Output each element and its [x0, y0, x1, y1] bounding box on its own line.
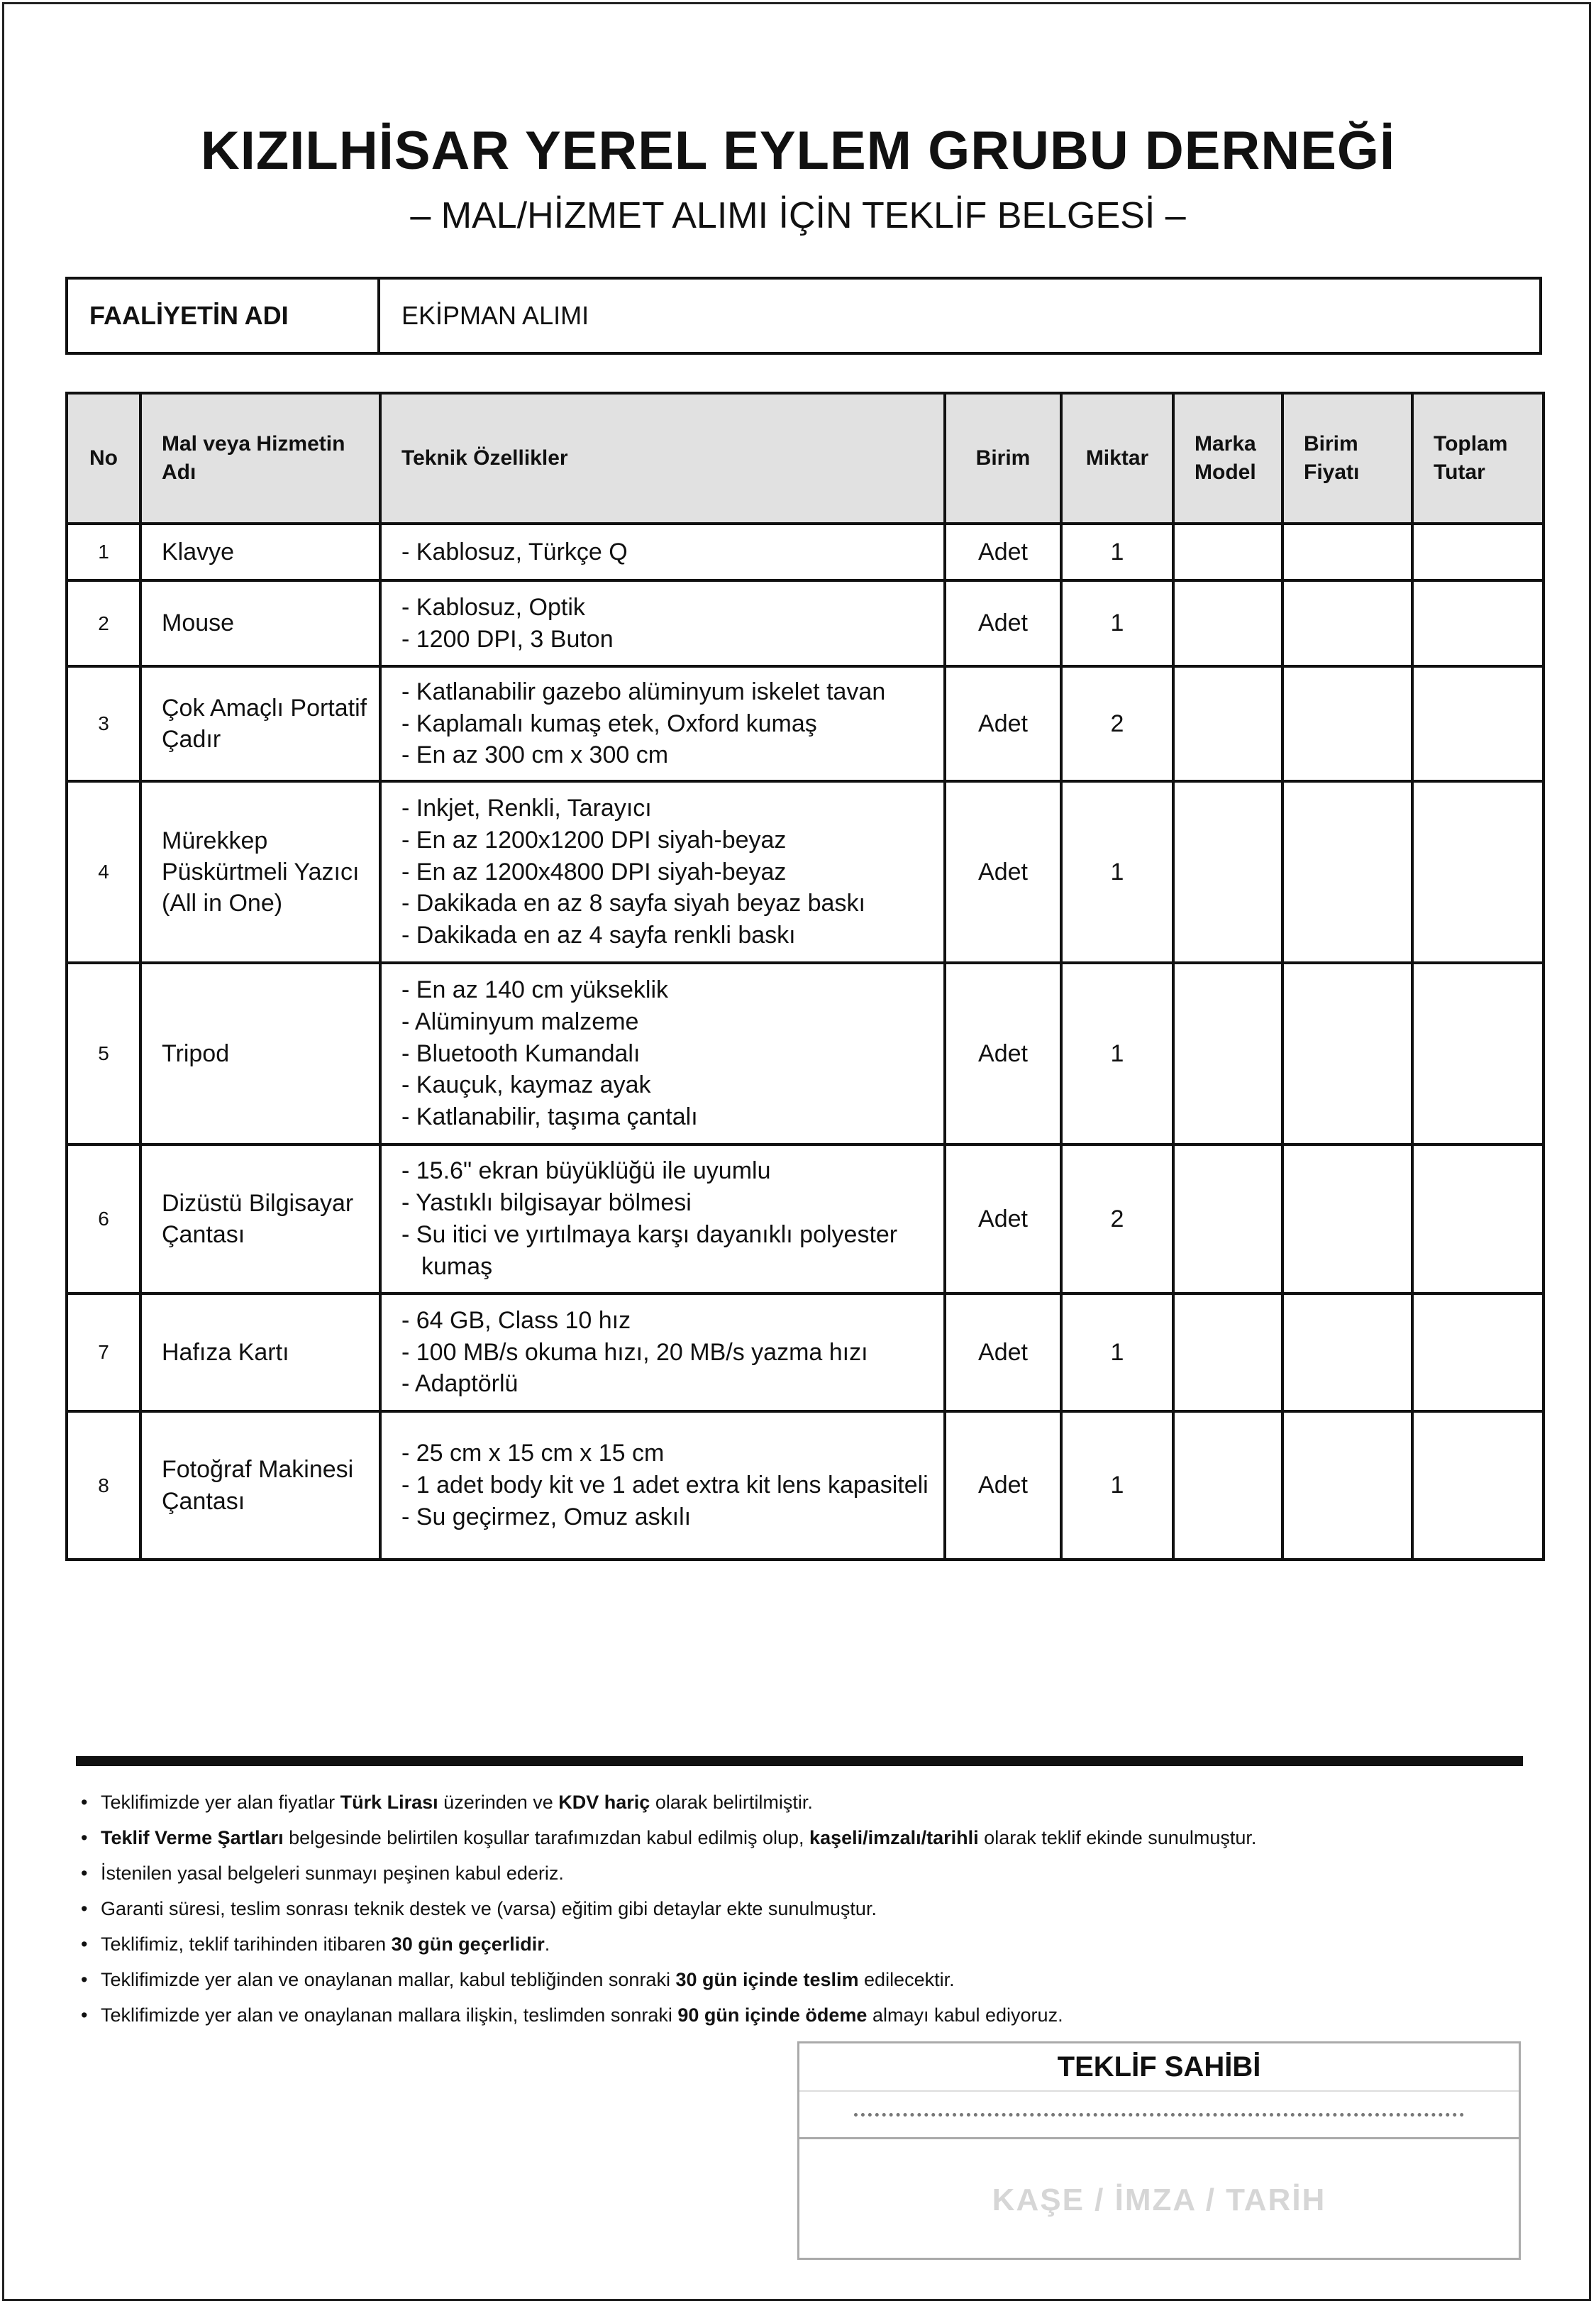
total-amount-cell[interactable]: [1412, 580, 1544, 666]
item-spec: [380, 524, 945, 580]
page-title: KIZILHİSAR YEREL EYLEM GRUBU DERNEĞİ: [200, 121, 1396, 181]
table-row: [67, 580, 1544, 666]
header-name: Mal veya Hizmetin Adı: [140, 393, 380, 524]
row-number: 4: [67, 781, 140, 963]
total-amount-cell[interactable]: [1412, 781, 1544, 963]
brand-model-cell[interactable]: [1173, 580, 1282, 666]
row-number: 5: [67, 963, 140, 1144]
spec-line: - 25 cm x 15 cm x 15 cm: [401, 1440, 665, 1467]
table-row: [67, 524, 1544, 580]
item-unit: Adet: [945, 1293, 1061, 1411]
condition-text: almayı kabul ediyoruz.: [867, 2004, 1063, 2026]
item-name: Çok Amaçlı Portatif Çadır: [140, 666, 380, 781]
condition-emphasis: Teklif Verme Şartları: [101, 1827, 284, 1848]
conditions-list: [79, 1784, 1512, 2033]
spec-line: - En az 140 cm yükseklik: [401, 976, 669, 1003]
condition-item: [79, 1820, 1512, 1855]
unit-price-cell[interactable]: [1282, 580, 1412, 666]
condition-emphasis: 90 gün içinde ödeme: [677, 2004, 868, 2026]
item-quantity: 1: [1061, 1411, 1173, 1560]
signature-title: TEKLİF SAHİBİ: [799, 2043, 1519, 2092]
spec-line: - En az 1200x4800 DPI siyah-beyaz: [401, 858, 787, 886]
condition-item: [79, 1997, 1512, 2033]
item-name: Klavye: [140, 524, 380, 580]
spec-line: - Dakikada en az 8 sayfa siyah beyaz baskı: [401, 890, 865, 917]
spec-line: - Inkjet, Renkli, Tarayıcı: [401, 794, 652, 822]
table-row: [67, 1293, 1544, 1411]
spec-line: - Alüminyum malzeme: [401, 1008, 639, 1035]
unit-price-cell[interactable]: [1282, 781, 1412, 963]
spec-line: - 64 GB, Class 10 hız: [401, 1306, 631, 1334]
brand-model-cell[interactable]: [1173, 1293, 1282, 1411]
item-name: Hafıza Kartı: [140, 1293, 380, 1411]
spec-line: - Kablosuz, Optik: [401, 593, 585, 621]
row-number: 6: [67, 1144, 140, 1293]
brand-model-cell[interactable]: [1173, 1411, 1282, 1560]
item-spec: [380, 1293, 945, 1411]
item-unit: Adet: [945, 666, 1061, 781]
condition-item: [79, 1855, 1512, 1891]
header-spec: Teknik Özellikler: [380, 393, 945, 524]
item-unit: Adet: [945, 524, 1061, 580]
spec-line: - Su itici ve yırtılmaya karşı dayanıklı polyester kumaş: [401, 1221, 898, 1280]
total-amount-cell[interactable]: [1412, 524, 1544, 580]
spec-line: - Katlanabilir, taşıma çantalı: [401, 1103, 698, 1131]
header-qty: Miktar: [1061, 393, 1173, 524]
spec-line: - Dakikada en az 4 sayfa renkli baskı: [401, 922, 796, 949]
item-name: Dizüstü Bilgisayar Çantası: [140, 1144, 380, 1293]
brand-model-cell[interactable]: [1173, 1144, 1282, 1293]
header-total: Toplam Tutar: [1412, 393, 1544, 524]
item-name: Tripod: [140, 963, 380, 1144]
item-spec: [380, 580, 945, 666]
brand-model-cell[interactable]: [1173, 666, 1282, 781]
row-number: 2: [67, 580, 140, 666]
total-amount-cell[interactable]: [1412, 1411, 1544, 1560]
unit-price-cell[interactable]: [1282, 524, 1412, 580]
spec-line: - Katlanabilir gazebo alüminyum iskelet tavan: [401, 678, 886, 705]
spec-line: - 100 MB/s okuma hızı, 20 MB/s yazma hızı: [401, 1338, 868, 1366]
total-amount-cell[interactable]: [1412, 1144, 1544, 1293]
item-spec: [380, 1144, 945, 1293]
condition-emphasis: 30 gün geçerlidir: [391, 1933, 545, 1955]
item-unit: Adet: [945, 1411, 1061, 1560]
table-row: [67, 1144, 1544, 1293]
condition-emphasis: KDV hariç: [558, 1792, 650, 1813]
item-name: Mouse: [140, 580, 380, 666]
spec-line: - Kablosuz, Türkçe Q: [401, 538, 628, 566]
item-quantity: 2: [1061, 666, 1173, 781]
item-unit: Adet: [945, 963, 1061, 1144]
condition-text: Teklifimizde yer alan ve onaylanan mallara ilişkin, teslimden sonraki: [101, 2004, 678, 2026]
condition-text: Teklifimizde yer alan ve onaylanan mallar, kabul tebliğinden sonraki: [101, 1969, 676, 1990]
table-row: [67, 666, 1544, 781]
brand-model-cell[interactable]: [1173, 524, 1282, 580]
brand-model-cell[interactable]: [1173, 781, 1282, 963]
table-row: [67, 1411, 1544, 1560]
condition-text: .: [544, 1933, 550, 1955]
item-unit: Adet: [945, 580, 1061, 666]
spec-line: - Kaplamalı kumaş etek, Oxford kumaş: [401, 710, 817, 737]
row-number: 3: [67, 666, 140, 781]
spec-line: - 1 adet body kit ve 1 adet extra kit lens kapasiteli: [401, 1472, 929, 1499]
stamp-signature-date-placeholder[interactable]: KAŞE / İMZA / TARİH: [992, 2183, 1326, 2217]
table-header-row: [67, 393, 1544, 524]
row-number: 7: [67, 1293, 140, 1411]
condition-emphasis: 30 gün içinde teslim: [675, 1969, 859, 1990]
unit-price-cell[interactable]: [1282, 1144, 1412, 1293]
spec-line: - Kauçuk, kaymaz ayak: [401, 1071, 651, 1099]
page-subtitle: – MAL/HİZMET ALIMI İÇİN TEKLİF BELGESİ –: [410, 195, 1186, 236]
item-spec: [380, 963, 945, 1144]
unit-price-cell[interactable]: [1282, 1411, 1412, 1560]
condition-emphasis: Türk Lirası: [340, 1792, 438, 1813]
condition-text: edilecektir.: [858, 1969, 955, 1990]
item-unit: Adet: [945, 1144, 1061, 1293]
spec-line: - 15.6" ekran büyüklüğü ile uyumlu: [401, 1157, 771, 1185]
item-quantity: 1: [1061, 1293, 1173, 1411]
condition-text: Garanti süresi, teslim sonrası teknik destek ve (varsa) eğitim gibi detaylar ekte sunulmuştur.: [101, 1898, 877, 1919]
activity-label: FAALİYETİN ADI: [68, 280, 380, 352]
item-quantity: 1: [1061, 963, 1173, 1144]
total-amount-cell[interactable]: [1412, 1293, 1544, 1411]
item-quantity: 1: [1061, 781, 1173, 963]
row-number: 1: [67, 524, 140, 580]
spec-line: - Su geçirmez, Omuz askılı: [401, 1503, 692, 1530]
spec-line: - Adaptörlü: [401, 1370, 519, 1398]
condition-text: üzerinden ve: [438, 1792, 559, 1813]
items-table: [65, 392, 1545, 1561]
header-brand-model: Marka Model: [1173, 393, 1282, 524]
condition-text: Teklifimizde yer alan fiyatlar: [101, 1792, 340, 1813]
spec-line: - Yastıklı bilgisayar bölmesi: [401, 1189, 692, 1217]
dotted-line: [854, 2113, 1464, 2117]
spec-line: - En az 1200x1200 DPI siyah-beyaz: [401, 826, 787, 854]
item-quantity: 1: [1061, 580, 1173, 666]
item-quantity: 2: [1061, 1144, 1173, 1293]
item-name: Fotoğraf Makinesi Çantası: [140, 1411, 380, 1560]
condition-text: İstenilen yasal belgeleri sunmayı peşinen kabul ederiz.: [101, 1863, 564, 1884]
header-unit-price: Birim Fiyatı: [1282, 393, 1412, 524]
spec-line: - En az 300 cm x 300 cm: [401, 741, 669, 769]
condition-text: belgesinde belirtilen koşullar tarafımızdan kabul edilmiş olup,: [283, 1827, 810, 1848]
spec-line: - 1200 DPI, 3 Buton: [401, 625, 614, 653]
condition-item: [79, 1926, 1512, 1962]
condition-emphasis: kaşeli/imzalı/tarihli: [809, 1827, 979, 1848]
spec-line: - Bluetooth Kumandalı: [401, 1039, 641, 1067]
item-spec: [380, 666, 945, 781]
row-number: 8: [67, 1411, 140, 1560]
header-unit: Birim: [945, 393, 1061, 524]
condition-item: [79, 1962, 1512, 1997]
unit-price-cell[interactable]: [1282, 963, 1412, 1144]
condition-text: olarak teklif ekinde sunulmuştur.: [978, 1827, 1257, 1848]
total-amount-cell[interactable]: [1412, 963, 1544, 1144]
activity-box: [65, 277, 1542, 355]
brand-model-cell[interactable]: [1173, 963, 1282, 1144]
item-spec: [380, 781, 945, 963]
table-row: [67, 781, 1544, 963]
unit-price-cell[interactable]: [1282, 1293, 1412, 1411]
condition-text: Teklifimiz, teklif tarihinden itibaren: [101, 1933, 392, 1955]
activity-value: EKİPMAN ALIMI: [401, 301, 589, 330]
section-divider: [76, 1756, 1523, 1766]
condition-item: [79, 1784, 1512, 1820]
item-spec: [380, 1411, 945, 1560]
header-no: No: [67, 393, 140, 524]
condition-text: olarak belirtilmiştir.: [650, 1792, 813, 1813]
table-row: [67, 963, 1544, 1144]
item-name: Mürekkep Püskürtmeli Yazıcı (All in One): [140, 781, 380, 963]
condition-item: [79, 1891, 1512, 1926]
signature-box: [797, 2041, 1521, 2260]
signature-line[interactable]: [799, 2092, 1519, 2139]
item-unit: Adet: [945, 781, 1061, 963]
unit-price-cell[interactable]: [1282, 666, 1412, 781]
item-quantity: 1: [1061, 524, 1173, 580]
total-amount-cell[interactable]: [1412, 666, 1544, 781]
